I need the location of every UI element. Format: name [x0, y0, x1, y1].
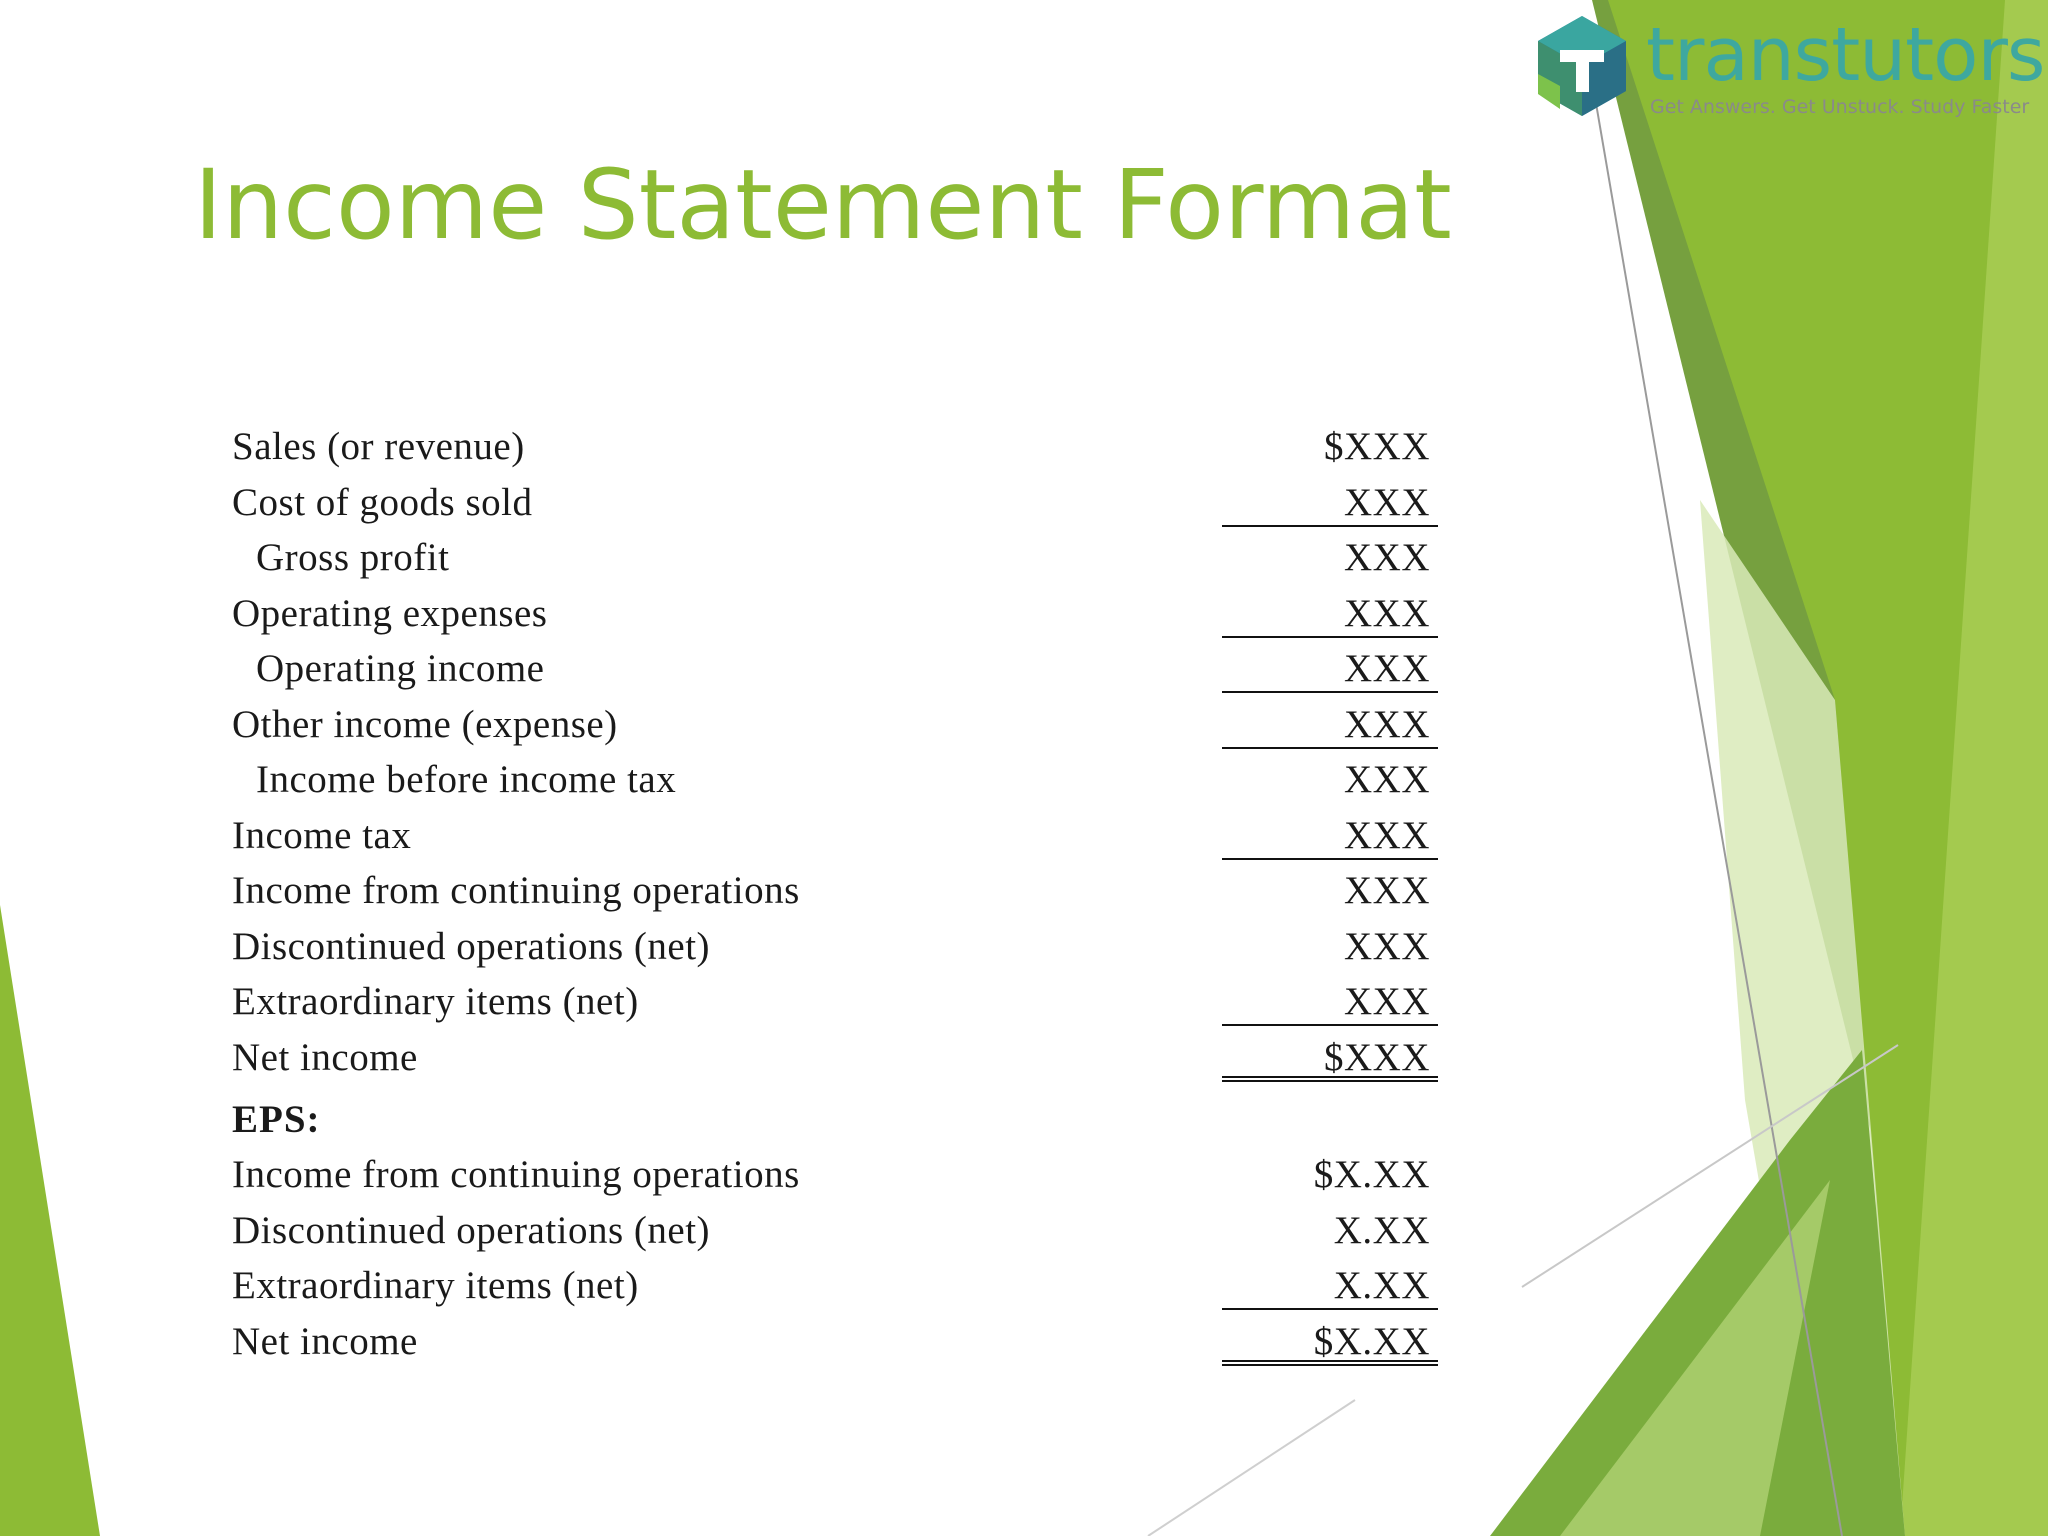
- row-amount: XXX: [1222, 590, 1438, 638]
- eps-row-discontinued-ops: [232, 1204, 1438, 1260]
- statement-row-other-income: [232, 698, 1438, 754]
- row-amount: XXX: [1344, 536, 1430, 579]
- statement-row-income-tax: [232, 809, 1438, 865]
- eps-heading: EPS:: [232, 1098, 321, 1141]
- row-amount: XXX: [1222, 701, 1438, 749]
- row-amount: XXX: [1344, 924, 1430, 968]
- row-label: Gross profit: [256, 536, 450, 579]
- row-amount: $XXX: [1222, 1034, 1438, 1082]
- row-label: Discontinued operations (net): [232, 924, 711, 968]
- row-label: Extraordinary items (net): [232, 1264, 639, 1307]
- row-label: Income from continuing operations: [232, 869, 800, 912]
- row-label: Net income: [232, 1035, 418, 1079]
- bg-facet-left: [0, 905, 100, 1536]
- statement-row-net-income: [232, 1031, 1438, 1087]
- statement-row-income-before-tax: [232, 753, 1438, 809]
- row-amount: XXX: [1222, 645, 1438, 693]
- row-label: Income before income tax: [256, 758, 677, 801]
- row-amount: $XXX: [1324, 425, 1430, 468]
- row-label: Extraordinary items (net): [232, 980, 639, 1023]
- row-amount: XXX: [1222, 812, 1438, 860]
- statement-row-extraordinary-items: [232, 975, 1438, 1031]
- logo-wordmark: transtutors: [1646, 12, 2045, 98]
- eps-row-net-income: [232, 1315, 1438, 1371]
- row-amount: X.XX: [1222, 1262, 1438, 1310]
- row-amount: XXX: [1222, 978, 1438, 1026]
- eps-row-continuing-ops: [232, 1148, 1438, 1204]
- statement-row-operating-income: [232, 642, 1438, 698]
- bg-line-3: [1148, 1400, 1355, 1536]
- row-amount: $X.XX: [1313, 1153, 1430, 1196]
- statement-row-cogs: [232, 476, 1438, 532]
- eps-heading-row: [232, 1086, 1438, 1148]
- page-title: Income Statement Format: [194, 149, 1452, 261]
- row-label: Other income (expense): [232, 702, 618, 746]
- statement-row-sales: [232, 420, 1438, 476]
- row-label: Cost of goods sold: [232, 480, 533, 524]
- row-amount: $X.XX: [1222, 1318, 1438, 1366]
- row-label: Operating expenses: [232, 591, 548, 635]
- logo-tagline: Get Answers. Get Unstuck. Study Faster: [1650, 96, 2030, 118]
- transtutors-cube-logo-icon: [1534, 14, 1630, 118]
- row-amount: X.XX: [1333, 1208, 1430, 1252]
- row-label: Operating income: [256, 647, 545, 690]
- row-amount: XXX: [1222, 479, 1438, 527]
- statement-row-continuing-ops: [232, 864, 1438, 920]
- row-label: Sales (or revenue): [232, 425, 525, 468]
- income-statement-table: [232, 420, 1438, 1370]
- row-label: Income tax: [232, 813, 412, 857]
- row-amount: XXX: [1344, 758, 1430, 801]
- row-amount: XXX: [1344, 869, 1430, 912]
- transtutors-logo: [1534, 12, 2045, 124]
- row-label: Net income: [232, 1319, 418, 1363]
- statement-row-gross-profit: [232, 531, 1438, 587]
- row-label: Income from continuing operations: [232, 1153, 800, 1196]
- statement-row-operating-expenses: [232, 587, 1438, 643]
- row-label: Discontinued operations (net): [232, 1208, 711, 1252]
- eps-row-extraordinary-items: [232, 1259, 1438, 1315]
- statement-row-discontinued-ops: [232, 920, 1438, 976]
